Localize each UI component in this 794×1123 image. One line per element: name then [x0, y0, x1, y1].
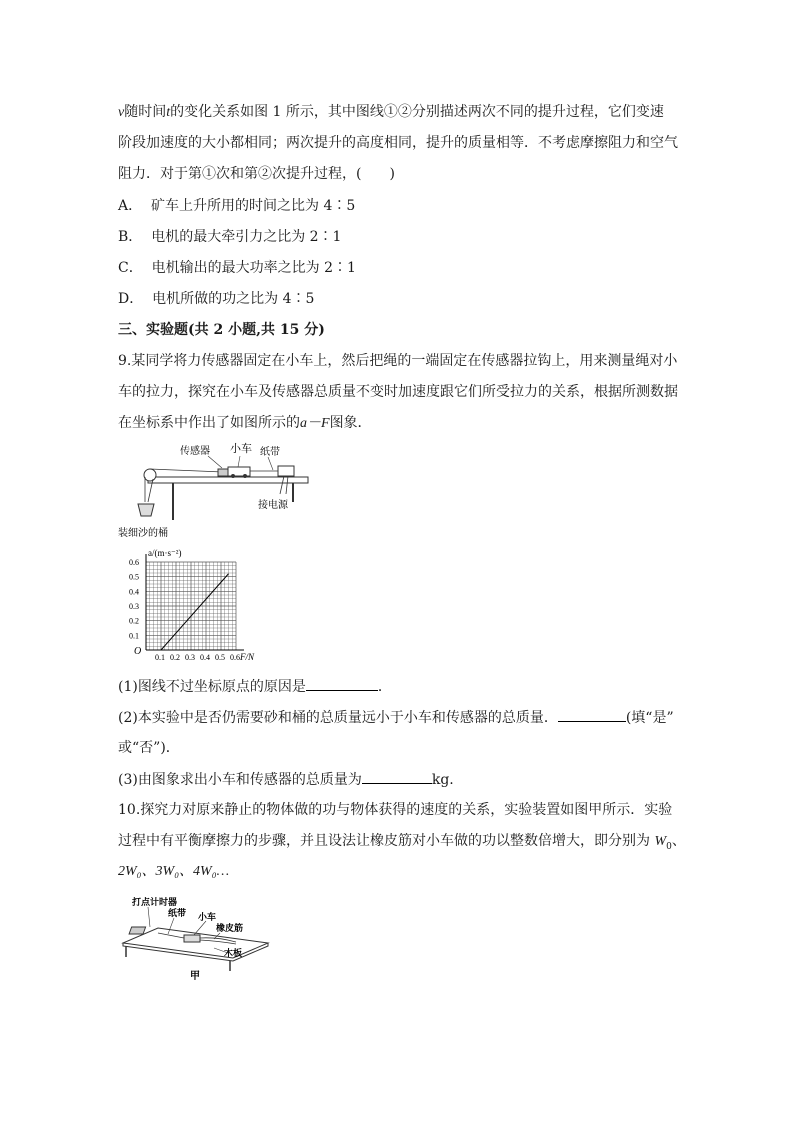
answer-blank-3[interactable]: [362, 769, 432, 784]
q8-line-1: v随时间t的变化关系如图 1 所示，其中图线①②分别描述两次不同的提升过程，它们变速: [118, 104, 664, 120]
label-tape: 纸带: [260, 447, 280, 458]
sensor-block: [218, 469, 228, 476]
q9-sub-3: (3)由图象求出小车和传感器的总质量为 kg.: [118, 769, 454, 790]
q10-apparatus-figure: [118, 893, 278, 985]
x-tick-label: 0.1: [155, 653, 165, 662]
label-board: 木板: [224, 948, 243, 958]
origin-label: O: [134, 646, 142, 657]
figure-caption: 甲: [190, 971, 200, 982]
label-power: 接电源: [258, 500, 288, 511]
q8-option-a: A． 矿车上升所用的时间之比为 4∶5: [118, 198, 356, 214]
label-sensor: 传感器: [180, 446, 210, 457]
q9-apparatus-figure: [118, 442, 318, 542]
x-tick-label: 0.4: [200, 653, 210, 662]
y-tick-label: 0.5: [129, 572, 139, 582]
section-heading: 三、实验题(共 2 小题,共 15 分): [118, 322, 325, 338]
q9-sub-1: (1)图线不过坐标原点的原因是 ．: [118, 676, 392, 697]
cart-shape: [184, 935, 200, 942]
x-tick-label: 0.6: [230, 653, 240, 662]
q8-line-2: 阶段加速度的大小都相同；两次提升的高度相同，提升的质量相等．不考虑摩擦阻力和空气: [118, 135, 678, 151]
q10-line-1: 10.探究力对原来静止的物体做的功与物体获得的速度的关系，实验装置如图甲所示．实验: [118, 802, 673, 818]
label-rubber: 橡皮筋: [216, 923, 244, 933]
cart-block: [228, 467, 250, 476]
x-tick-label: 0.5: [215, 653, 225, 662]
y-tick-label: 0.4: [129, 587, 139, 597]
timer-block: [278, 466, 294, 476]
af-chart: [118, 548, 278, 668]
q9-sub-2: (2)本实验中是否仍需要砂和桶的总质量远小于小车和传感器的总质量． (填“是”: [118, 707, 674, 728]
q8-var-t: t: [166, 105, 171, 120]
table-top: [148, 477, 308, 483]
y-tick-label: 0.1: [129, 631, 139, 641]
timer-shape: [129, 927, 146, 934]
q9-line-3: 在坐标系中作出了如图所示的a－F图象．: [118, 415, 372, 431]
rope: [150, 469, 223, 472]
q8-option-d: D． 电机所做的功之比为 4∶5: [118, 291, 315, 307]
bucket: [138, 504, 154, 516]
label-tape: 纸带: [168, 908, 187, 918]
q8-var-v: v: [118, 105, 125, 120]
q8-line-3: 阻力．对于第①次和第②次提升过程，( ): [118, 166, 395, 182]
y-tick-label: 0.6: [129, 558, 139, 567]
label-timer: 打点计时器: [132, 897, 178, 907]
label-cart: 小车: [230, 443, 252, 455]
pulley: [144, 469, 156, 481]
q8-option-b: B． 电机的最大牵引力之比为 2∶1: [118, 229, 342, 245]
q8-option-c: C． 电机输出的最大功率之比为 2∶1: [118, 260, 356, 276]
q9-formula: a－F: [300, 416, 330, 431]
answer-blank-2[interactable]: [558, 707, 626, 722]
q9-line-2: 车的拉力，探究在小车及传感器总质量不变时加速度跟它们所受拉力的关系，根据所测数据: [118, 384, 678, 400]
label-bucket: 装细沙的桶: [118, 528, 168, 539]
answer-blank-1[interactable]: [306, 676, 378, 691]
y-axis-label: a/(m·s⁻²): [148, 548, 182, 558]
board-shape: [123, 928, 268, 958]
y-tick-label: 0.2: [129, 616, 139, 626]
x-axis-label: F/N: [240, 652, 255, 662]
q10-line-2: 过程中有平衡摩擦力的步骤，并且设法让橡皮筋对小车做的功以整数倍增大，即分别为 $W_0$、: [118, 833, 686, 852]
chart-grid: [146, 562, 236, 650]
x-tick-label: 0.3: [185, 653, 195, 662]
q9-sub-2-cont: 或“否”)．: [118, 740, 180, 756]
x-tick-label: 0.2: [170, 653, 180, 662]
q10-line-3: 2W₀、3W₀、4W₀…: [118, 864, 230, 879]
y-tick-label: 0.3: [129, 602, 139, 611]
q9-line-1: 9.某同学将力传感器固定在小车上，然后把绳的一端固定在传感器拉钩上，用来测量绳对小: [118, 353, 678, 369]
label-cart: 小车: [198, 912, 217, 922]
